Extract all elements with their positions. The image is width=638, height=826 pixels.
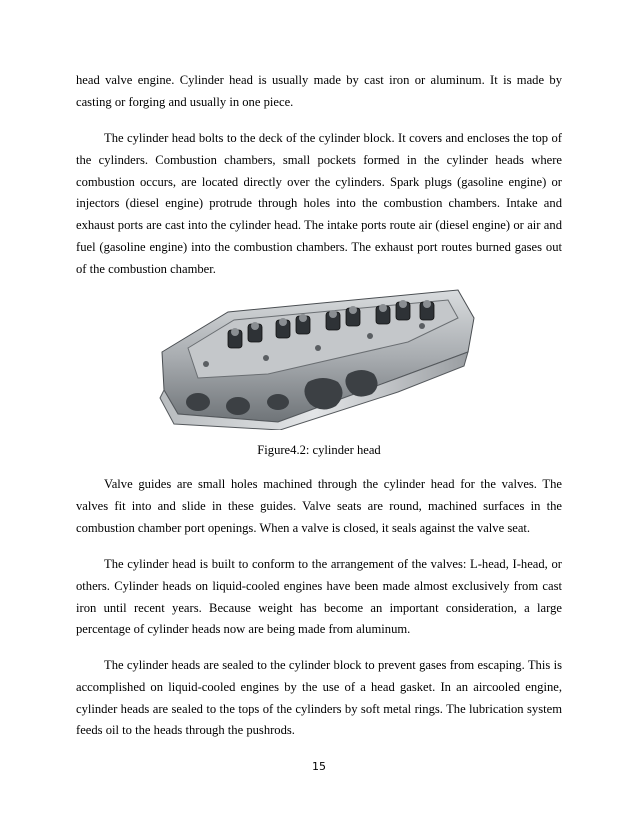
cylinder-head-image [158,282,478,430]
paragraph-valve-arrangement: The cylinder head is built to conform to the arrangement of the valves: L-head, I-head, or others. Cylinder heads on liquid-cooled engines have been made almost exclusively from cast iron until recent years. Because weight has become an important consideration, a large percentage of cylinder heads now are being made from aluminum. [76,557,562,637]
paragraph-continuation: head valve engine. Cylinder head is usually made by cast iron or aluminum. It is made by casting or forging and usually in one piece. [76,73,562,109]
paragraph-cylinder-head-bolts: The cylinder head bolts to the deck of the cylinder block. It covers and encloses the top of the cylinders. Combustion chambers, small pockets formed in the cylinder heads where combustion occurs, are located directly over the cylinders. Spark plugs (gasoline engine) or injectors (diesel engine) protrude through holes into the combustion chambers. Intake and exhaust ports are cast into the cylinder head. The intake ports route air (diesel engine) or air and fuel (gasoline engine) into the combustion chambers. The exhaust port routes burned gases out of the combustion chamber. [76,131,562,276]
figure-caption: Figure4.2: cylinder head [257,443,381,457]
paragraph-head-sealing: The cylinder heads are sealed to the cylinder block to prevent gases from escaping. This is accomplished on liquid-cooled engines by the use of a head gasket. In an aircooled engine, cylinder heads are sealed to the tops of the cylinders by soft metal rings. The lubrication system feeds oil to the heads through the pushrods. [76,658,562,738]
paragraph-valve-guides: Valve guides are small holes machined through the cylinder head for the valves. The valves fit into and slide in these guides. Valve seats are round, machined surfaces in the combustion chamber port openings. When a valve is closed, it seals against the valve seat. [76,477,562,535]
page-number: 15 [312,760,326,773]
